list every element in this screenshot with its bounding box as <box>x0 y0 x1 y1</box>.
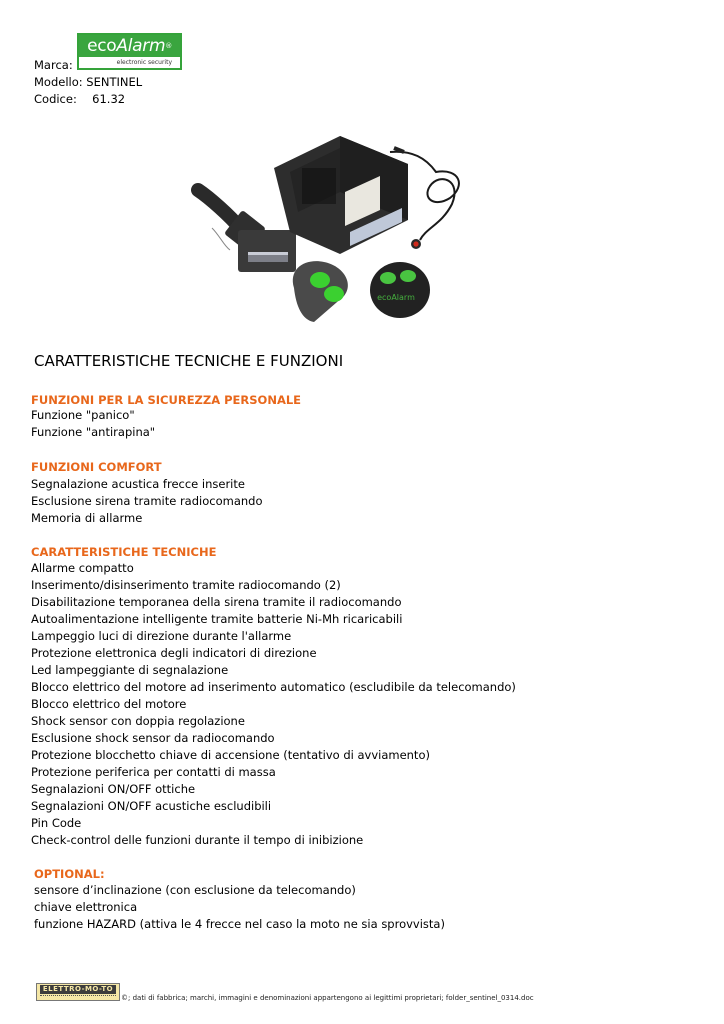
list-item: Autoalimentazione intelligente tramite batterie Ni-Mh ricaricabili <box>31 612 403 626</box>
model-row <box>34 74 142 91</box>
list-item: funzione HAZARD (attiva le 4 frecce nel caso la moto ne sia sprovvista) <box>34 917 445 931</box>
list-item: Memoria di allarme <box>31 511 143 525</box>
list-item: Segnalazioni ON/OFF ottiche <box>31 782 196 796</box>
list-item: Pin Code <box>31 816 82 830</box>
list-item: Shock sensor con doppia regolazione <box>31 714 245 728</box>
list-item: Lampeggio luci di direzione durante l'allarme <box>31 629 292 643</box>
section-title-technical: CARATTERISTICHE TECNICHE <box>31 545 217 559</box>
remote-carbon <box>293 261 348 322</box>
list-item: Funzione "antirapina" <box>31 425 156 439</box>
list-item: Disabilitazione temporanea della sirena tramite il radiocomando <box>31 595 402 609</box>
list-item: Protezione blocchetto chiave di accensione (tentativo di avviamento) <box>31 748 430 762</box>
list-item: Segnalazione acustica frecce inserite <box>31 477 245 491</box>
code-row <box>34 91 125 108</box>
list-item: Check-control delle funzioni durante il tempo di inibizione <box>31 833 364 847</box>
section-list-technical <box>31 560 516 849</box>
list-item: Esclusione shock sensor da radiocomando <box>31 731 275 745</box>
brand-label: Marca: <box>34 58 73 72</box>
logo-alarm-text: Alarm <box>116 36 166 56</box>
list-item: sensore d’inclinazione (con esclusione da telecomando) <box>34 883 356 897</box>
list-item: Led lampeggiante di segnalazione <box>31 663 229 677</box>
model-value: SENTINEL <box>86 75 143 89</box>
logo-eco-text: eco <box>87 36 117 56</box>
list-item: Inserimento/disinserimento tramite radiocomando (2) <box>31 578 341 592</box>
elettromoto-logo <box>36 983 120 1001</box>
list-item: Blocco elettrico del motore <box>31 697 187 711</box>
model-label: Modello: <box>34 75 83 89</box>
list-item: Protezione periferica per contatti di massa <box>31 765 276 779</box>
registered-mark: ® <box>165 42 172 50</box>
section-title-comfort: FUNZIONI COMFORT <box>31 460 162 474</box>
footer-logo-text: ELETTRO-MO-TO <box>40 985 116 994</box>
section-list-comfort <box>31 476 263 527</box>
section-list-optional <box>34 882 445 933</box>
list-item: Segnalazioni ON/OFF acustiche escludibili <box>31 799 272 813</box>
list-item: chiave elettronica <box>34 900 138 914</box>
section-title-optional: OPTIONAL: <box>34 867 105 881</box>
ecoalarm-logo <box>77 33 182 70</box>
product-photo <box>190 128 480 328</box>
section-list-security <box>31 407 155 441</box>
section-title-security: FUNZIONI PER LA SICUREZZA PERSONALE <box>31 393 302 407</box>
page-title: CARATTERISTICHE TECNICHE E FUNZIONI <box>34 352 344 370</box>
list-item: Blocco elettrico del motore ad inserimento automatico (escludibile da telecomando) <box>31 680 516 694</box>
remote-black <box>370 262 430 318</box>
list-item: Funzione "panico" <box>31 408 135 422</box>
code-label: Codice: <box>34 92 77 106</box>
footer-note: ©; dati di fabbrica; marchi, immagini e denominazioni appartengono ai legittimi proprietari; folder_sentinel_0314.doc <box>121 994 534 1002</box>
logo-tagline: electronic security <box>116 59 172 66</box>
remote-brand-label: ecoAlarm <box>377 293 415 302</box>
list-item: Protezione elettronica degli indicatori di direzione <box>31 646 317 660</box>
connector-block <box>238 230 296 272</box>
list-item: Allarme compatto <box>31 561 134 575</box>
list-item: Esclusione sirena tramite radiocomando <box>31 494 263 508</box>
code-value: 61.32 <box>92 92 126 106</box>
